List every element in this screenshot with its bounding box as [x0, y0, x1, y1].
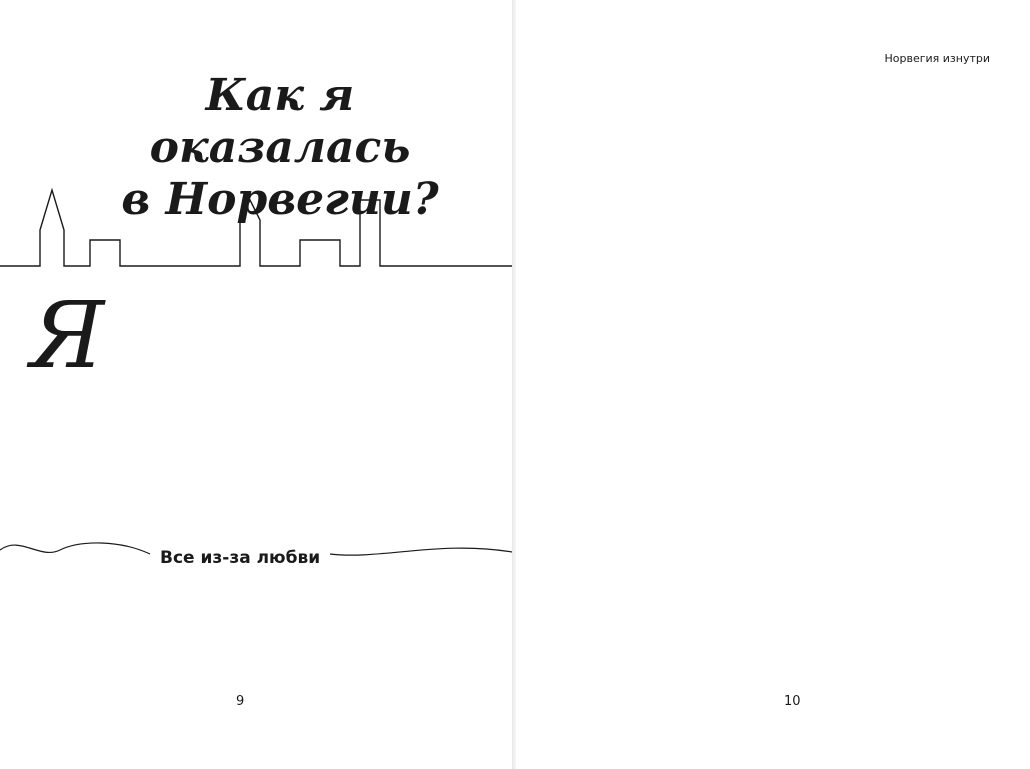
city-skyline-illustration [0, 170, 512, 280]
page-number-right: 10 [784, 694, 801, 709]
chapter-title-line-1: Как я оказалась [149, 70, 411, 173]
left-page [0, 0, 512, 769]
dropcap: Я [30, 282, 105, 389]
right-page [516, 0, 1030, 769]
section-heading: Все из-за любви [160, 548, 321, 568]
chapter-title-line-2: в Норвегии? [121, 174, 439, 225]
page-number-left: 9 [236, 694, 245, 709]
running-head: Норвегия изнутри [884, 52, 990, 65]
